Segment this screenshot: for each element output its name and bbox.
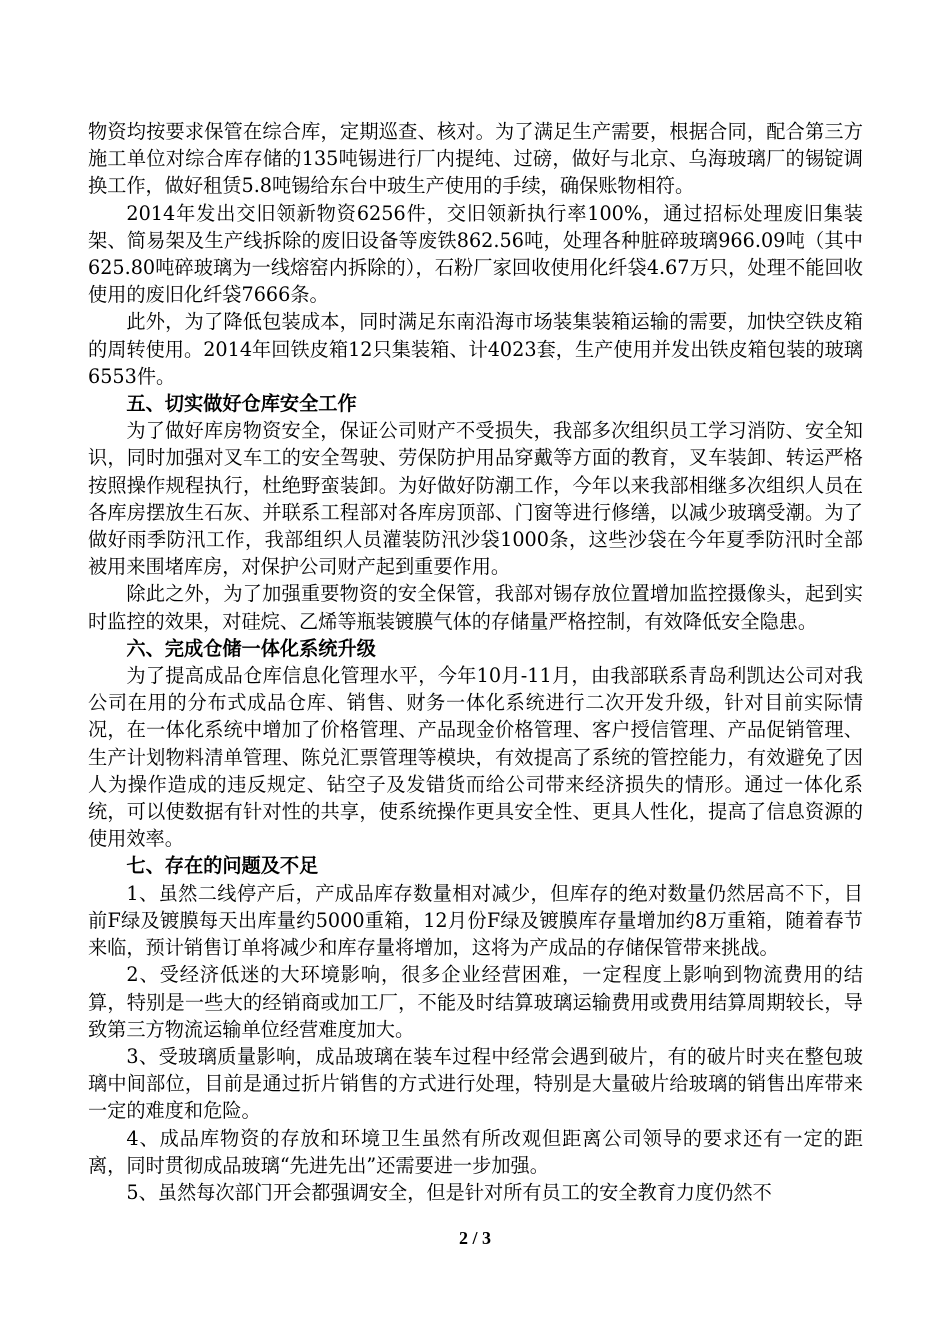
document-body <box>88 118 863 1206</box>
paragraph: 4、成品库物资的存放和环境卫生虽然有所改观但距离公司领导的要求还有一定的距离，同时贯彻成品玻璃“先进先出”还需要进一步加强。 <box>88 1126 863 1177</box>
page-number: 2 / 3 <box>458 1228 491 1248</box>
paragraph: 为了提高成品仓库信息化管理水平，今年10月-11月，由我部联系青岛利凯达公司对我公司在用的分布式成品仓库、销售、财务一体化系统进行二次开发升级，针对目前实际情况，在一体化系统中增加了价格管理、产品现金价格管理、客户授信管理、产品促销管理、生产计划物料清单管理、陈兑汇票管理等模块，有效提高了系统的管控能力，有效避免了因人为操作造成的违反规定、钻空子及发错货而给公司带来经济损失的情形。通过一体化系统，可以使数据有针对性的共享，使系统操作更具安全性、更具人性化，提高了信息资源的使用效率。 <box>88 664 863 851</box>
section-heading: 七、存在的问题及不足 <box>126 854 319 878</box>
section-heading: 五、切实做好仓库安全工作 <box>126 392 357 416</box>
paragraph: 5、虽然每次部门开会都强调安全，但是针对所有员工的安全教育力度仍然不 <box>126 1180 772 1204</box>
paragraph: 2014年发出交旧领新物资6256件，交旧领新执行率100%，通过招标处理废旧集装架、简易架及生产线拆除的废旧设备等废铁862.56吨，处理各种脏碎玻璃966.09吨（其中625.80吨碎玻璃为一线熔窑内拆除的），石粉厂家回收使用化纤袋4.67万只，处理不能回收使用的废旧化纤袋7666条。 <box>88 201 863 307</box>
paragraph: 3、受玻璃质量影响，成品玻璃在装车过程中经常会遇到破片，有的破片时夹在整包玻璃中间部位，目前是通过折片销售的方式进行处理，特别是大量破片给玻璃的销售出库带来一定的难度和危险。 <box>88 1044 863 1123</box>
paragraph: 2、受经济低迷的大环境影响，很多企业经营困难，一定程度上影响到物流费用的结算，特别是一些大的经销商或加工厂，不能及时结算玻璃运输费用或费用结算周期较长，导致第三方物流运输单位经营难度加大。 <box>88 963 863 1041</box>
paragraph: 此外，为了降低包装成本，同时满足东南沿海市场装集装箱运输的需要，加快空铁皮箱的周转使用。2014年回铁皮箱12只集装箱、计4023套，生产使用并发出铁皮箱包装的玻璃6553件。 <box>88 310 863 388</box>
paragraph: 除此之外，为了加强重要物资的安全保管，我部对锡存放位置增加监控摄像头，起到实时监控的效果，对硅烷、乙烯等瓶装镀膜气体的存储量严格控制，有效降低安全隐患。 <box>88 582 863 633</box>
section-heading: 六、完成仓储一体化系统升级 <box>126 636 376 660</box>
paragraph: 1、虽然二线停产后，产成品库存数量相对减少，但库存的绝对数量仍然居高不下，目前F绿及镀膜每天出库量约5000重箱，12月份F绿及镀膜库存量增加约8万重箱，随着春节来临，预计销售订单将减少和库存量将增加，这将为产成品的存储保管带来挑战。 <box>88 881 863 960</box>
paragraph: 物资均按要求保管在综合库，定期巡查、核对。为了满足生产需要，根据合同，配合第三方施工单位对综合库存储的135吨锡进行厂内提纯、过磅，做好与北京、乌海玻璃厂的锡锭调换工作，做好租赁5.8吨锡给东台中玻生产使用的手续，确保账物相符。 <box>88 120 863 198</box>
paragraph: 为了做好库房物资安全，保证公司财产不受损失，我部多次组织员工学习消防、安全知识，同时加强对叉车工的安全驾驶、劳保防护用品穿戴等方面的教育，叉车装卸、转运严格按照操作规程执行，杜绝野蛮装卸。为好做好防潮工作，今年以来我部相继多次组织人员在各库房摆放生石灰、并联系工程部对各库房顶部、门窗等进行修缮，以减少玻璃受潮。为了做好雨季防汛工作，我部组织人员灌装防汛沙袋1000条，这些沙袋在今年夏季防汛时全部被用来围堵库房，对保护公司财产起到重要作用。 <box>88 419 863 579</box>
